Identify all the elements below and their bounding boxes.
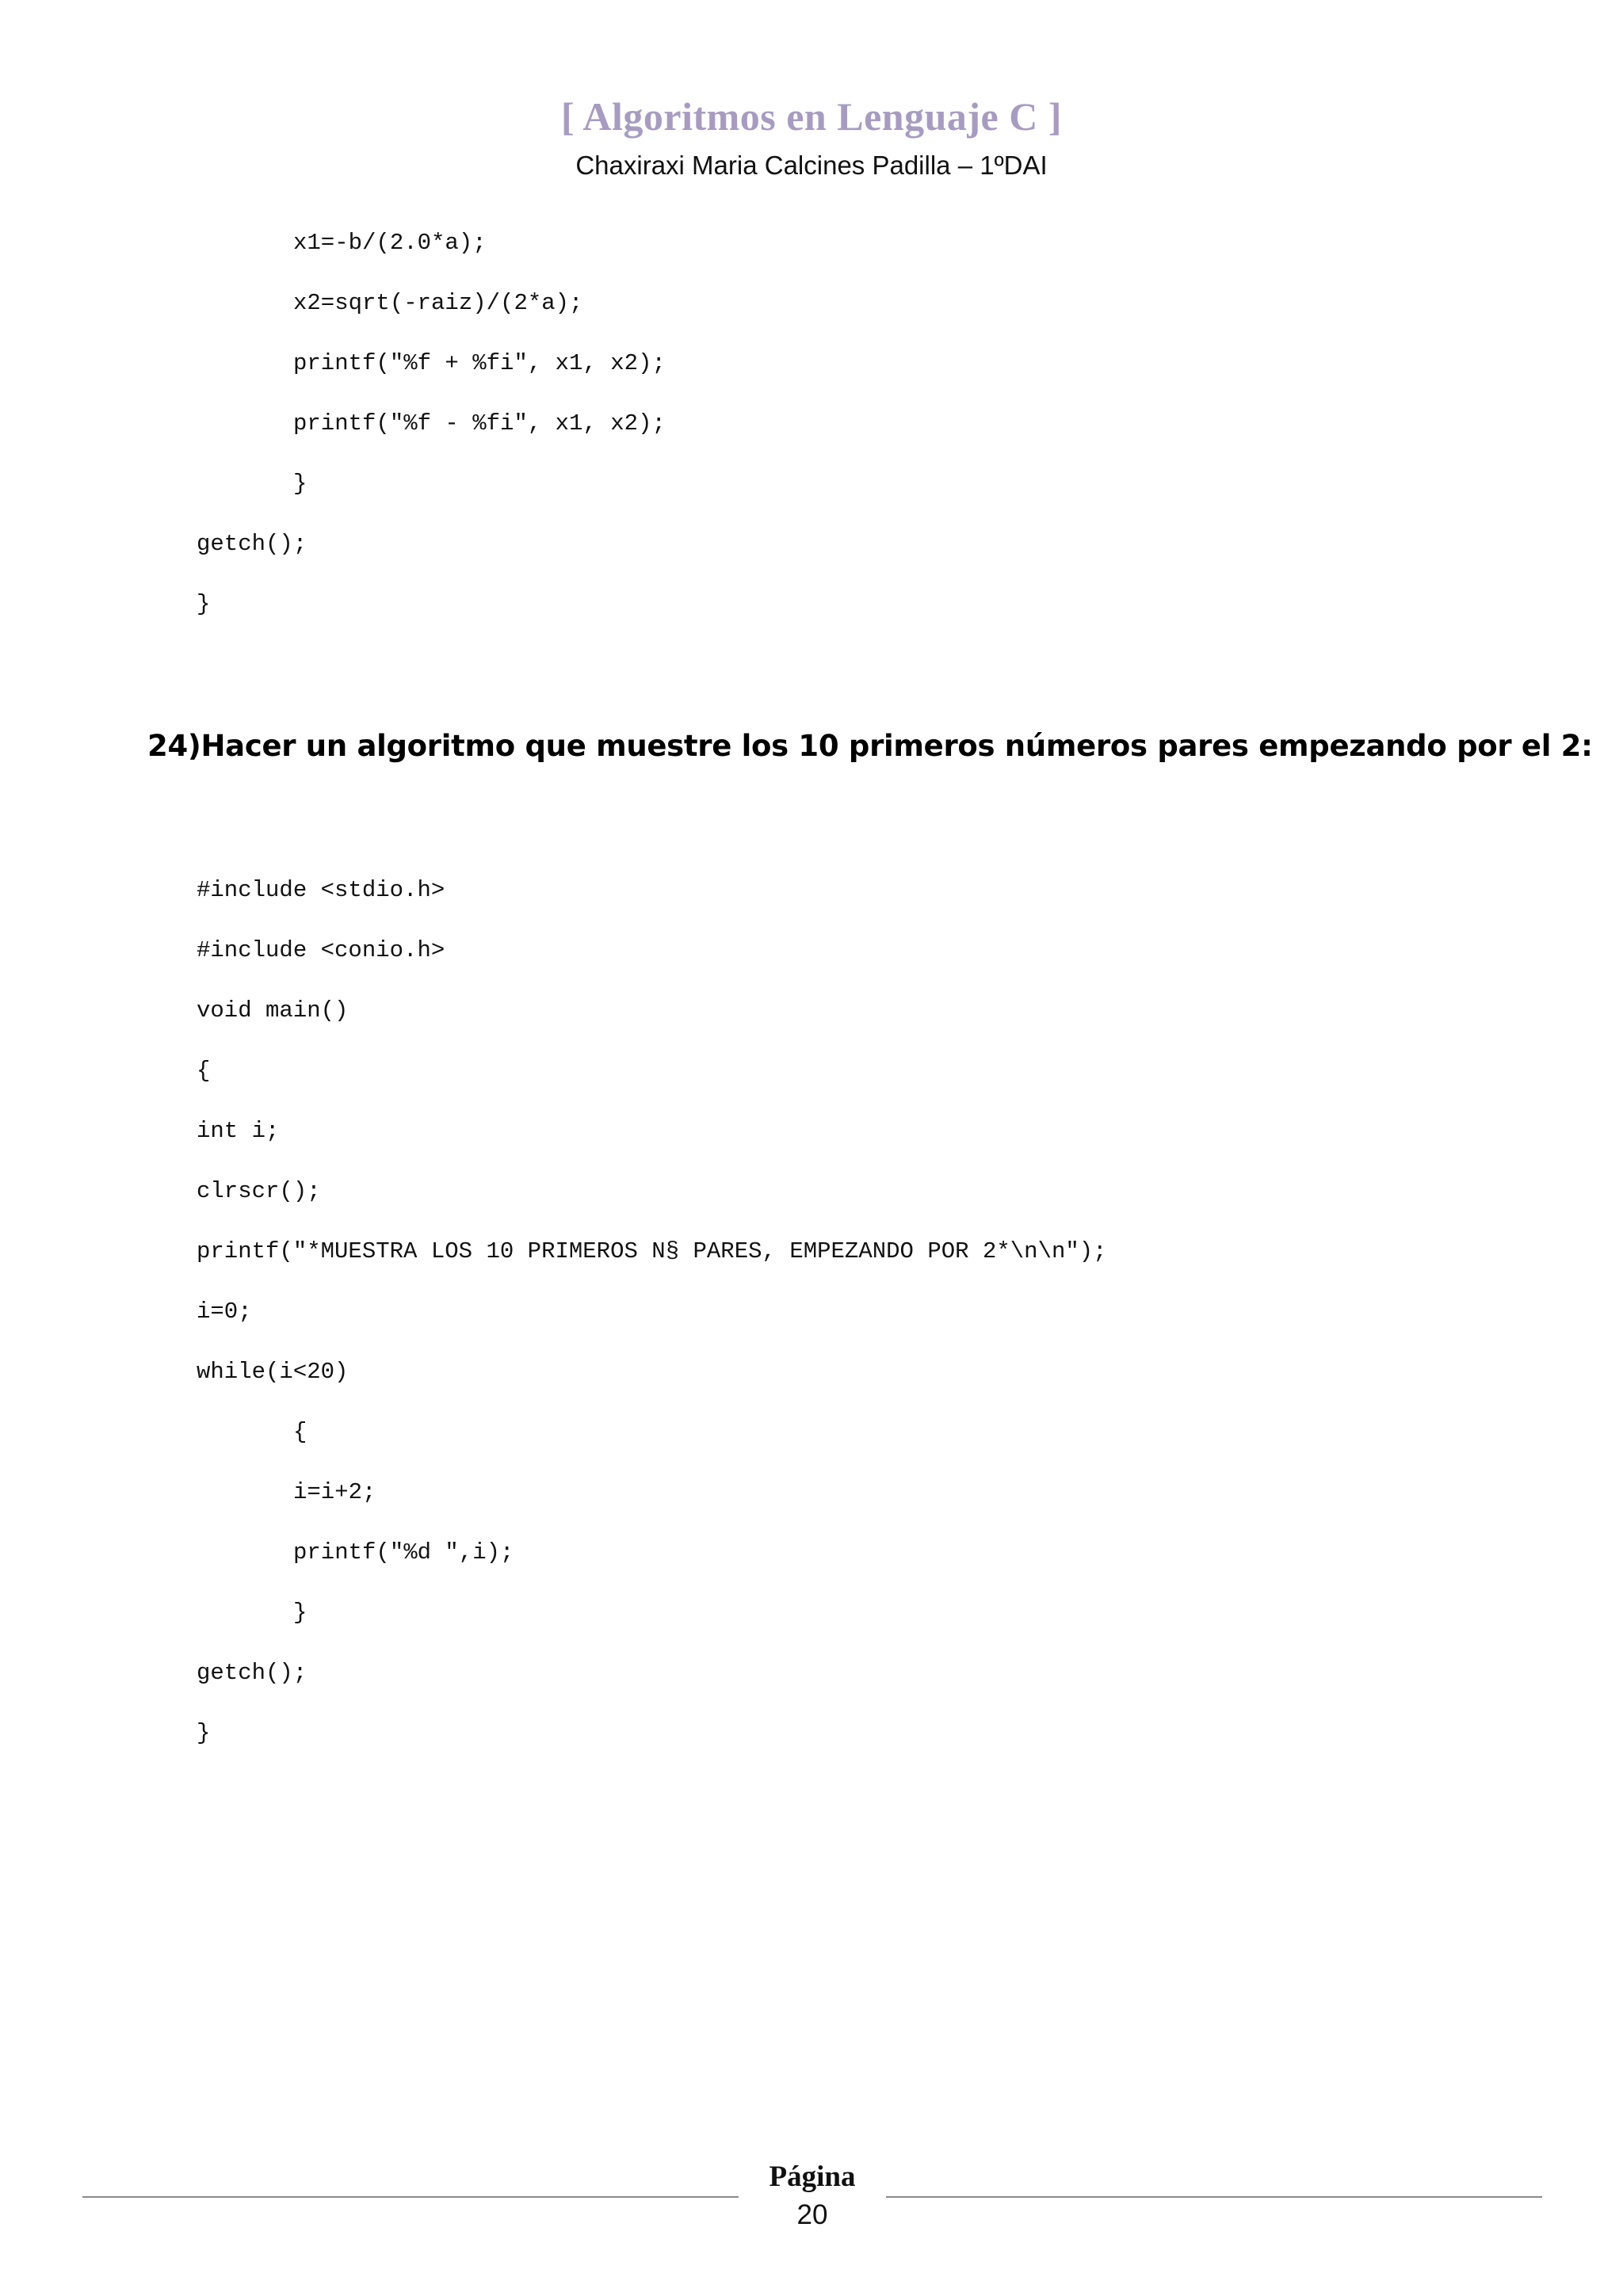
code-line: x1=-b/(2.0*a); — [293, 230, 487, 256]
code-line: clrscr(); — [197, 1178, 321, 1204]
code-line: } — [197, 1720, 211, 1746]
code-line: getch(); — [197, 531, 307, 557]
code-line: } — [293, 471, 307, 497]
footer-divider-left — [82, 2196, 739, 2198]
code-line: printf("%f + %fi", x1, x2); — [293, 350, 666, 376]
footer-page-number: 20 — [796, 2199, 828, 2230]
code-line: #include <stdio.h> — [197, 877, 445, 903]
code-line: printf("%d ",i); — [293, 1539, 514, 1566]
footer-page-label: Página — [769, 2161, 856, 2193]
exercise-heading: 24)Hacer un algoritmo que muestre los 10 primeros números pares empezando por el 2: — [147, 729, 1593, 763]
footer-divider-right — [886, 2196, 1542, 2198]
code-line: getch(); — [197, 1660, 307, 1686]
code-line: while(i<20) — [197, 1359, 349, 1385]
code-line: i=i+2; — [293, 1479, 376, 1505]
code-line: } — [293, 1600, 307, 1626]
document-title: [ Algoritmos en Lenguaje C ] — [561, 94, 1062, 139]
code-line: printf("*MUESTRA LOS 10 PRIMEROS N§ PARES, EMPEZANDO POR 2*\n\n"); — [197, 1238, 1107, 1264]
document-author: Chaxiraxi Maria Calcines Padilla – 1ºDAI — [575, 151, 1048, 180]
code-line: #include <conio.h> — [197, 937, 445, 963]
code-line: } — [197, 591, 211, 617]
code-line: printf("%f - %fi", x1, x2); — [293, 410, 666, 437]
code-line: void main() — [197, 997, 349, 1024]
code-line: x2=sqrt(-raiz)/(2*a); — [293, 290, 583, 316]
code-line: i=0; — [197, 1299, 252, 1325]
code-line: int i; — [197, 1118, 280, 1144]
code-line: { — [293, 1419, 307, 1445]
code-line: { — [197, 1058, 211, 1084]
